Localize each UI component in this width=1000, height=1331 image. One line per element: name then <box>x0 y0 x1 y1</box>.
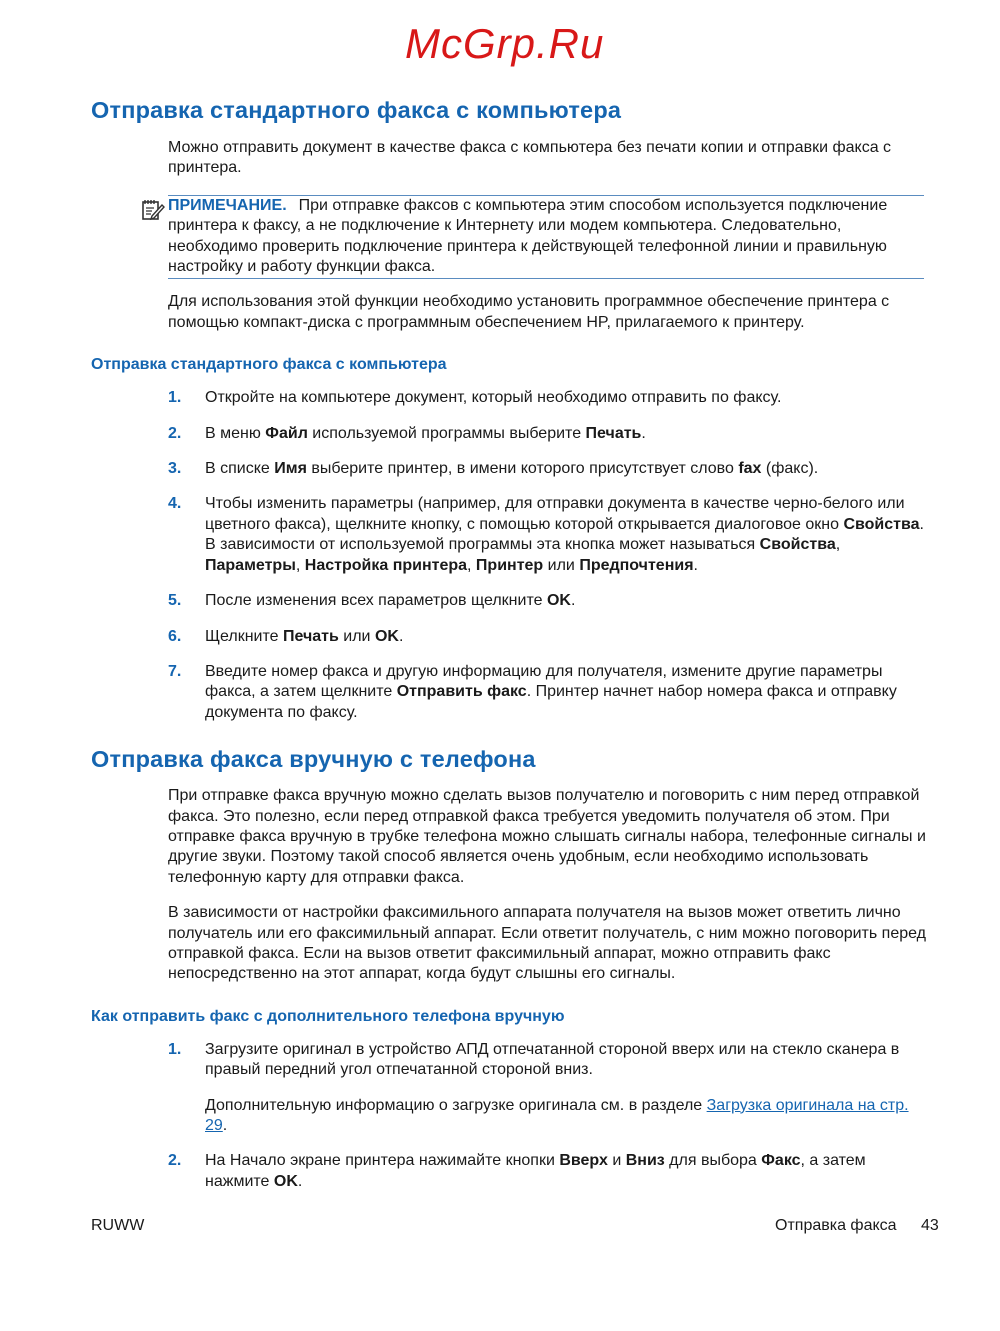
text-run: . <box>641 424 646 442</box>
step-number: 2. <box>168 424 182 442</box>
text-run: В меню <box>205 424 266 442</box>
text-run: Для использования этой функции необходимо установить программное обеспечение принтера с помощью компакт-диска с программным обеспечением HP, прилагаемого к принтеру. <box>168 293 890 331</box>
bold-term: Вниз <box>625 1152 665 1170</box>
text-run: , <box>467 556 476 574</box>
step-item <box>168 591 926 611</box>
bold-term: OK <box>546 592 571 610</box>
text-run: и <box>607 1152 626 1170</box>
step-item <box>168 627 926 647</box>
manual-fax-paragraph-1 <box>168 786 926 888</box>
text-run: Щелкните <box>205 627 283 645</box>
step-text <box>205 1151 926 1192</box>
bold-term: Вверх <box>559 1152 608 1170</box>
footer-section: Отправка факса <box>775 1217 897 1235</box>
text-run: выберите принтер, в имени которого присутствует слово <box>306 460 739 478</box>
bold-term: Факс <box>761 1152 801 1170</box>
step-number: 5. <box>168 592 182 610</box>
bold-term: Отправить факс <box>396 683 527 701</box>
bold-term: Предпочтения <box>579 556 694 574</box>
bold-term: Принтер <box>475 556 544 574</box>
text-run: используемой программы выберите <box>307 424 586 442</box>
text-run: Можно отправить документ в качестве факса с компьютера без печати копии и отправки факса с принтера. <box>168 139 892 177</box>
info-text: Дополнительную информацию о загрузке оригинала см. в разделе <box>205 1096 707 1114</box>
step-text <box>205 1040 926 1081</box>
text-run: . <box>297 1172 303 1190</box>
step-number: 1. <box>168 389 182 407</box>
step-number: 4. <box>168 495 182 513</box>
step-number: 2. <box>168 1152 182 1170</box>
step-number: 1. <box>168 1040 182 1058</box>
bold-term: Печать <box>585 424 642 442</box>
bold-term: fax <box>738 460 762 478</box>
bold-term: Имя <box>274 460 307 478</box>
text-run: Введите номер факса и другую информацию для получателя, измените другие параметры факса, а затем щелкните <box>205 662 883 701</box>
text-run: В зависимости от настройки факсимильного аппарата получателя на вызов может ответить лично получатель или его факсимильный аппарат. Если ответит получатель, с ним можно поговорить перед отправкой факса. Если на вызов ответит факсимильный аппарат, можно отправить факс непосредственно на этот аппарат, когда будут слышны его сигналы. <box>168 904 927 983</box>
section-title-send-from-computer: Отправка стандартного факса с компьютера <box>91 97 622 123</box>
text-run: . Принтер начнет набор номера факса и отправку документа по факсу. <box>205 683 897 721</box>
bold-term: OK <box>374 627 399 645</box>
step-text <box>205 459 926 479</box>
watermark: McGrp.Ru <box>405 20 605 67</box>
step-item <box>168 1151 926 1192</box>
load-original-link[interactable]: Загрузка оригинала на стр. 29 <box>205 1096 909 1134</box>
text-run: или <box>543 556 580 574</box>
footer-left: RUWW <box>91 1217 145 1235</box>
step-item <box>168 662 926 723</box>
step-item <box>168 424 926 444</box>
note-text: При отправке факсов с компьютера этим способом используется подключение принтера к факсу, а не подключение к Интернету или модем компьютера. Следовательно, необходимо проверить подключение принтера к действующей телефонной линии и правильную настройку и работу функции факса. <box>168 196 888 276</box>
step-text <box>205 591 926 611</box>
manual-fax-paragraph-2 <box>168 903 926 985</box>
subtitle-send-standard-fax: Отправка стандартного факса с компьютера <box>91 356 447 374</box>
step-number: 3. <box>168 460 182 478</box>
load-original-info <box>205 1096 926 1137</box>
footer-page-number: 43 <box>921 1217 939 1235</box>
bold-term: OK <box>273 1172 298 1190</box>
text-run: . <box>570 592 576 610</box>
text-run: (факс). <box>761 460 819 478</box>
intro-paragraph <box>168 138 926 179</box>
text-run: После изменения всех параметров щелкните <box>205 592 547 610</box>
bold-term: Свойства <box>759 536 836 554</box>
bold-term: Печать <box>282 627 339 645</box>
section-title-manual-fax: Отправка факса вручную с телефона <box>91 746 536 773</box>
text-run: На Начало экране принтера нажимайте кнопки <box>205 1152 560 1170</box>
step-text <box>205 627 926 647</box>
note-icon <box>141 198 165 222</box>
bold-term: Свойства <box>843 515 920 533</box>
step-text <box>205 662 926 723</box>
text-run: В списке <box>205 460 275 478</box>
step-number: 6. <box>168 627 182 645</box>
step-item <box>168 388 926 408</box>
subtitle-manual-fax-extension: Как отправить факс с дополнительного телефона вручную <box>91 1007 565 1025</box>
text-run: . <box>693 556 698 574</box>
note-label: ПРИМЕЧАНИЕ. <box>168 196 287 214</box>
text-run: При отправке факса вручную можно сделать вызов получателю и поговорить с ним перед отправкой факса. Это полезно, если перед отправкой факса требуется уведомить получателя об этом. При отправке факса вручную в трубке телефона можно слышать сигналы набора, телефонные сигналы и другие звуки. Поэтому такой способ является очень удобным, если необходимо использовать телефонную карту для отправки факса. <box>168 787 926 886</box>
software-paragraph <box>168 292 926 333</box>
bold-term: Параметры <box>205 556 296 574</box>
step-item <box>168 494 926 576</box>
text-run: Чтобы изменить параметры (например, для отправки документа в качестве черно-белого или цветного факса), щелкните кнопку, с помощью которой открывается диалоговое окно <box>205 495 905 533</box>
text-run: для выбора <box>664 1152 762 1170</box>
step-item <box>168 1040 926 1081</box>
note-container <box>0 195 1000 280</box>
text-run: Загрузите оригинал в устройство АПД отпечатанной стороной вверх или на стекло сканера в правый передний угол отпечатанной стороной вниз. <box>205 1040 900 1079</box>
text-run: , <box>835 536 841 554</box>
bold-term: Файл <box>265 424 308 442</box>
footer <box>0 1216 1000 1236</box>
text-run: , а затем нажмите <box>205 1152 866 1190</box>
text-run: . <box>398 627 404 645</box>
text-run: или <box>338 627 375 645</box>
text-run: . В зависимости от используемой программы эта кнопка может называться <box>205 515 924 554</box>
step-text <box>205 424 926 444</box>
step-number: 7. <box>168 662 182 680</box>
text-run: Откройте на компьютере документ, который необходимо отправить по факсу. <box>205 389 782 407</box>
text-run: , <box>295 556 305 574</box>
note-box <box>168 195 924 280</box>
step-text <box>205 388 926 408</box>
step-text <box>205 494 926 576</box>
step-item <box>168 459 926 479</box>
info-suffix: . <box>222 1117 228 1134</box>
bold-term: Настройка принтера <box>304 556 468 574</box>
